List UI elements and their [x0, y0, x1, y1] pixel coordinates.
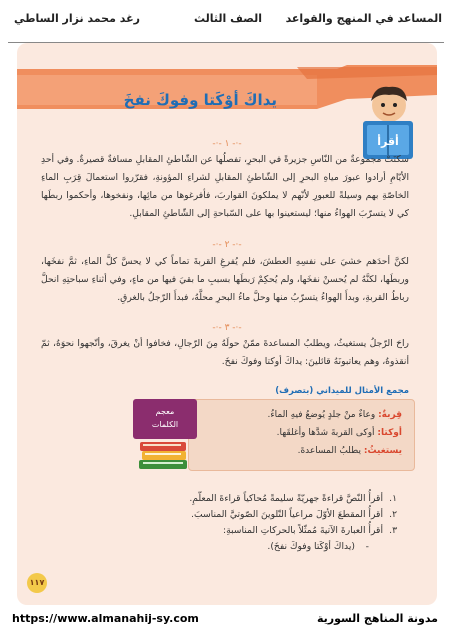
paragraph-1: سكنَتْ مجموعةٌ من النّاسِ جزيرةً في البحرِ، تفصلُها عن الشّاطئِ المقابلِ مسافةٌ قصيرةٌ. وفي أحدِ الأيّامِ أرادوا عبورَ مياهِ البحرِ إلى الشّاطئِ المقابلِ لشراءِ المؤونةِ، فقرّروا استعمالَ قِرَبِ الماءِ الخاصّةِ بهم وسيلةً للعبورِ لأنّهم لا يملكونَ القواربَ، فأفرغوها من مائِها، ونفخوها، وأحكموا ربطَها كي لا يتسرّبَ الهواءُ منها؛ ليستعينوا بها على السّباحةِ إلى الشّاطئِ المقابلِ. [41, 154, 409, 219]
question-item: -(يداكَ أوْكَتا وفوكَ نفخَ). [267, 541, 369, 552]
paragraph-2: لكنَّ أحدَهم خشيَ على نفسِهِ العطشَ، فلم يُفرغِ القربةَ تماماً كي لا يحسَّ كلَّ الماءِ، ثمَّ نفخَها، وربطَها، لكنَّهُ لم يُحسنْ نفخَها، ولم يُحكِمْ رَبطَها بسببِ ما بقيَ فيها من ماءٍ، وفي أثناءِ سباحتِهِ انحلَّ رباطُ القربةِ، وبدأَ الهواءُ يتسرّبُ منها وحلَّ ماءُ البحرِ محلَّهُ، فبدأَ الرّجلُ بالغرقِ. [41, 256, 409, 303]
footer-url-link[interactable]: https://www.almanahij-sy.com [12, 612, 199, 625]
footer-site-name: مدونة المناهج السورية [316, 612, 438, 625]
section-number-2: -·- ٢ -·- [212, 240, 242, 250]
grade-label: الصف الثالث [194, 12, 262, 25]
question-item: ٣.أقرأُ العبارةَ الآتيةَ مُمثّلاً بالحركاتِ المناسبةِ: [222, 525, 397, 536]
vocab-entry [268, 424, 402, 442]
questions-list [189, 491, 397, 555]
vocab-word: قِربةٌ: [378, 410, 402, 420]
question-item: ٢.أقرأُ المقطعَ الأوّلَ مراعياً التّلوينَ الصّوتيَّ المناسبَ. [191, 509, 397, 520]
paragraph-3: راحَ الرّجلُ يستغيثُ، ويطلبُ المساعدةَ ممّنْ حولَهُ مِنَ الرّجالِ، فخافوا أنْ يغرقَ، وأتّجهوا نحوَهُ، ثمّ أنقذوهُ، وهم يعاتبونَهُ قائلينَ: يداكَ أوكتا وفوكَ نفخَ. [41, 338, 409, 367]
page-number: ١١٧ [27, 573, 47, 593]
book-title: المساعد في المنهج والقواعد [285, 12, 442, 25]
vocabulary-box [188, 399, 415, 471]
read-badge: أقرأ [377, 135, 399, 148]
lesson-page [17, 43, 437, 605]
section-number-1: -·- ١ -·- [212, 139, 242, 149]
dictionary-label: معجم الكلمات [133, 399, 197, 439]
vocab-meaning: وعاءٌ منْ جلدٍ يُوضعُ فيهِ الماءُ. [267, 410, 376, 420]
question-item: ١.أقرأُ النّصَّ قراءةً جهريّةً سليمةً مُحاكياً قراءةَ المعلّمِ. [189, 493, 397, 504]
vocab-meaning: يطلبُ المساعدةَ. [297, 446, 362, 456]
vocab-meaning: أوكى القربةَ شدَّها وأغلقَها. [276, 428, 375, 438]
section-number-3: -·- ٣ -·- [212, 323, 242, 333]
author-name: رغد محمد نزار الساطي [14, 12, 140, 25]
vocab-entry [268, 442, 402, 460]
vocab-word: أوكتا: [377, 428, 402, 438]
books-icon [135, 436, 191, 472]
lesson-title: يداكَ أوْكَتا وفوكَ نفخَ [123, 91, 277, 109]
vocab-word: يستغيثُ: [363, 446, 402, 456]
source-citation: مجمع الأمثال للميداني (بتصرف) [275, 386, 409, 396]
vocab-entry [268, 406, 402, 424]
